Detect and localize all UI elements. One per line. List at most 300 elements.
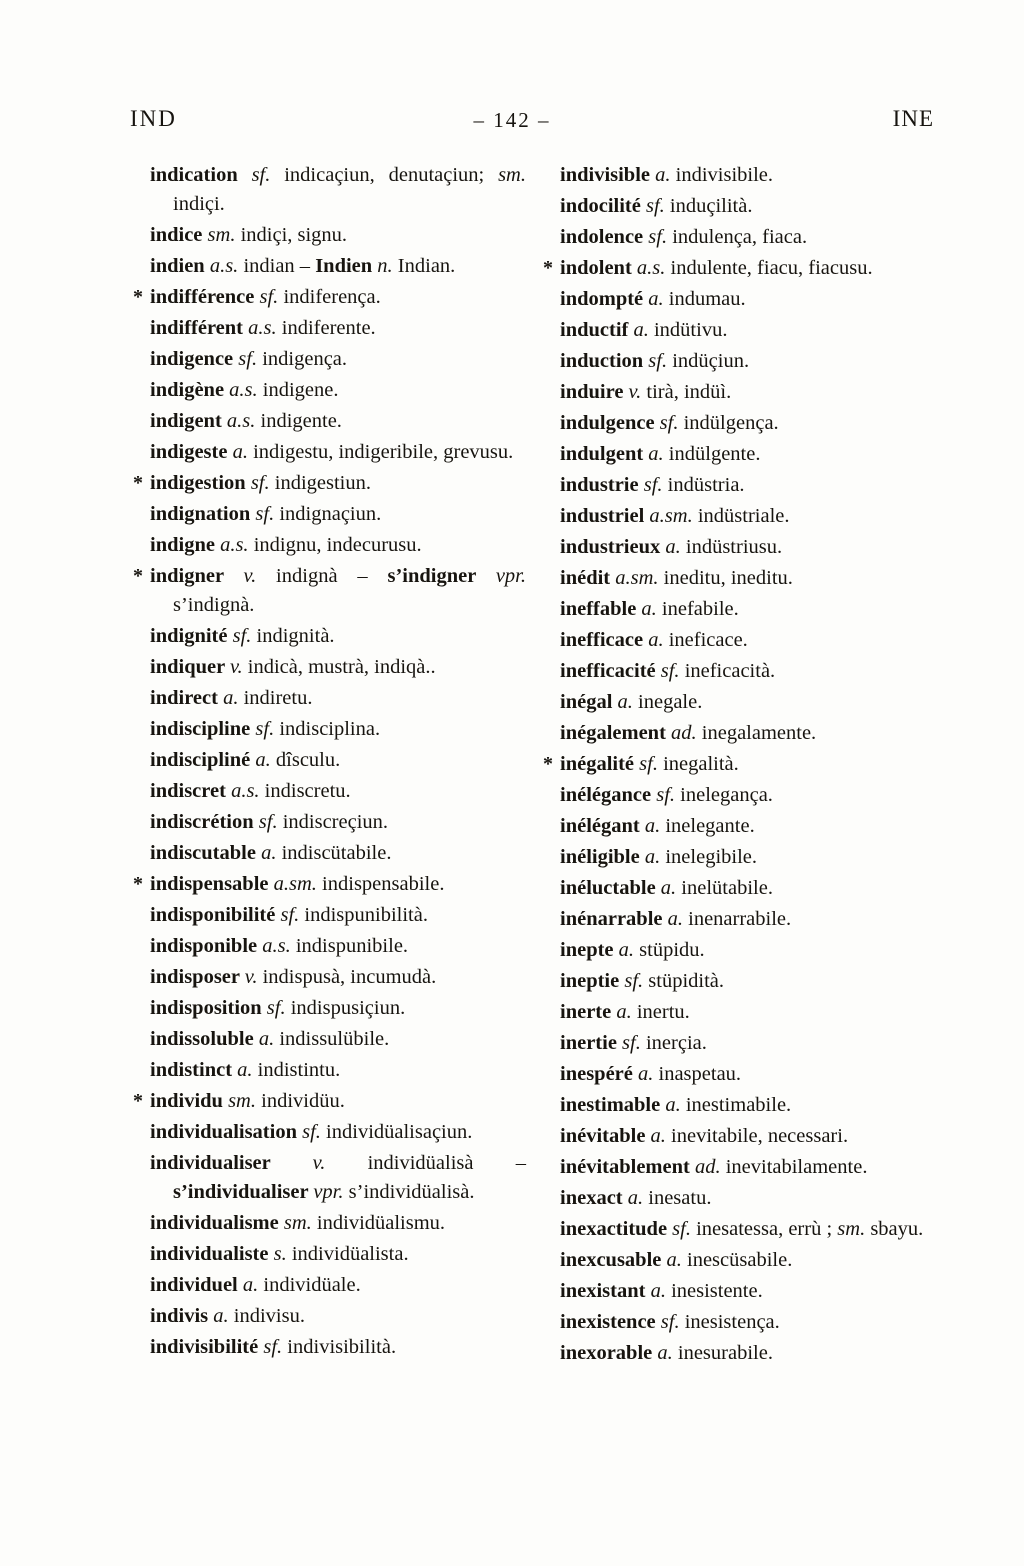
pos-label: a.s. [231,780,260,802]
translation-text: stüpidità. [643,970,725,992]
asterisk-marker: * [133,565,143,587]
headword: indiscret [150,780,232,802]
dictionary-entry [150,314,526,343]
pos-label: vpr. [495,565,526,587]
headword: Indien [315,255,378,277]
pos-label: n. [377,255,393,277]
dictionary-entry [560,1184,958,1213]
pos-label: v. [244,966,258,988]
dictionary-entry [543,254,958,283]
translation-text: inesistença. [679,1311,780,1333]
translation-text: individüale. [258,1274,361,1296]
pos-label: v. [243,565,257,587]
headword: indissoluble [150,1028,259,1050]
translation-text: inevitabilamente. [720,1156,868,1178]
pos-label: a. [213,1305,229,1327]
dictionary-entry [150,994,526,1023]
pos-label: sf. [624,970,644,992]
section-label-right: INE [892,106,934,131]
dictionary-entry [150,500,526,529]
translation-text: indivisibilità. [282,1336,397,1358]
dictionary-entry [560,502,958,531]
translation-text: indicà, mustrà, indiqà.. [242,656,436,678]
headword: ineptie [560,970,625,992]
translation-text: tirà, indüì. [641,381,732,403]
headword: indigner [150,565,244,587]
headword: indulgence [560,412,660,434]
pos-label: a. [644,815,661,837]
translation-text: inescüsabile. [681,1249,793,1271]
translation-text: inelegança. [675,784,773,806]
pos-label: a. [660,877,677,899]
headword: ineffable [560,598,642,620]
headword: indompté [560,288,649,310]
headword: indocilité [560,195,646,217]
headword: indigne [150,534,221,556]
pos-label: sf. [302,1121,321,1143]
translation-text: indiscretu. [259,780,351,802]
asterisk-marker: * [543,257,553,279]
pos-label: a.s. [220,534,249,556]
pos-label: sf. [238,348,258,370]
dictionary-entry [150,1056,526,1085]
dictionary-entry [560,1308,958,1337]
headword: individualisation [150,1121,303,1143]
dictionary-entry [560,1339,958,1368]
translation-text: induçilità. [664,195,753,217]
translation-text: indignà – [256,565,388,587]
headword: inéligible [560,846,645,868]
dictionary-entry [150,1333,526,1362]
translation-text: indiferença. [278,286,381,308]
pos-label: sm. [283,1212,312,1234]
headword: inexactitude [560,1218,673,1240]
pos-label: vpr. [313,1181,344,1203]
translation-text: s’individüalisà. [343,1181,475,1203]
pos-label: a. [650,1125,666,1147]
translation-text: inenarrabile. [683,908,792,930]
headword: inénarrable [560,908,668,930]
headword: inespéré [560,1063,638,1085]
dictionary-entry [150,376,526,405]
pos-label: s. [273,1243,287,1265]
pos-label: a.s. [229,379,258,401]
pos-label: v. [628,381,642,403]
dictionary-entry [560,1091,958,1120]
headword: inefficacité [560,660,661,682]
translation-text: inegale. [632,691,703,713]
headword: indignité [150,625,233,647]
pos-label: sm. [207,224,236,246]
headword: industrieux [560,536,666,558]
translation-text: inefabile. [656,598,739,620]
headword: inexorable [560,1342,658,1364]
headword: individuel [150,1274,243,1296]
translation-text: indiretu. [238,687,313,709]
translation-text: individüalisà – [325,1152,526,1174]
translation-text: inelütabile. [676,877,773,899]
dictionary-entry [560,564,958,593]
dictionary-entry [560,1122,958,1151]
dictionary-entry [150,161,526,219]
headword: indiscutable [150,842,262,864]
headword: indiquer [150,656,230,678]
dictionary-entry [560,967,958,996]
translation-text: indiçi, signu. [235,224,348,246]
translation-text: indüstria. [662,474,745,496]
pos-label: a. [655,164,671,186]
dictionary-entry [150,221,526,250]
headword: indien [150,255,210,277]
dictionary-entry [560,192,958,221]
asterisk-marker: * [133,1090,143,1112]
pos-label: sm. [228,1090,256,1112]
translation-text: indignu, indecurusu. [248,534,422,556]
translation-text: indülgente. [663,443,761,465]
translation-text: indüçiun. [667,350,750,372]
dictionary-entry [560,874,958,903]
pos-label: sf. [232,625,252,647]
headword: inepte [560,939,619,961]
headword: inexact [560,1187,628,1209]
pos-label: a. [223,687,239,709]
headword: inélégance [560,784,657,806]
translation-text: inelegibile. [660,846,758,868]
pos-label: a.s. [248,317,277,339]
dictionary-entry [560,409,958,438]
dictionary-entry [560,688,958,717]
dictionary-entry [560,1215,958,1244]
pos-label: v. [312,1152,326,1174]
dictionary-entry [133,562,526,620]
headword: indivisible [560,164,656,186]
translation-text: individüalisaçiun. [320,1121,473,1143]
headword: indolence [560,226,649,248]
pos-label: a. [648,288,664,310]
dictionary-entry [150,1118,526,1147]
pos-label: sf. [255,503,275,525]
pos-label: a. [616,1001,632,1023]
pos-label: sm. [498,164,526,186]
headword: inductif [560,319,634,341]
headword: indication [150,164,252,186]
dictionary-entry [560,223,958,252]
pos-label: a.sm. [615,567,659,589]
dictionary-entry [133,469,526,498]
headword: indispensable [150,873,274,895]
translation-text: indigestu, indigeribile, grevusu. [247,441,514,463]
translation-text: indülgença. [678,412,779,434]
headword: induction [560,350,649,372]
headword: induire [560,381,629,403]
translation-text: inesatessa, errù ; [690,1218,838,1240]
headword: indigeste [150,441,233,463]
pos-label: a. [638,1063,654,1085]
pos-label: a. [648,443,664,465]
pos-label: sf. [250,472,270,494]
pos-label: sf. [266,997,286,1019]
dictionary-entry [560,316,958,345]
pos-label: a.sm. [649,505,693,527]
dictionary-entry [560,812,958,841]
asterisk-marker: * [133,873,143,895]
dictionary-entry [560,719,958,748]
translation-text: indiscreçiun. [277,811,389,833]
translation-text: stüpidu. [634,939,705,961]
dictionary-column-right [543,161,958,1370]
headword: individu [150,1090,229,1112]
dictionary-entry [560,905,958,934]
pos-label: a.s. [209,255,239,277]
headword: indiscrétion [150,811,259,833]
pos-label: sf. [648,226,668,248]
translation-text: inesatu. [643,1187,712,1209]
pos-label: ad. [671,722,697,744]
headword: inévitablement [560,1156,695,1178]
dictionary-entry [150,531,526,560]
headword: indisponibilité [150,904,281,926]
dictionary-entry [560,440,958,469]
dictionary-entry [150,1302,526,1331]
translation-text: indian – [238,255,316,277]
pos-label: a. [255,749,271,771]
dictionary-entry [560,1060,958,1089]
headword: individualisme [150,1212,284,1234]
translation-text: indigene. [257,379,339,401]
translation-text: indumau. [663,288,746,310]
headword: indigène [150,379,230,401]
dictionary-entry [150,622,526,651]
translation-text: indiscütabile. [276,842,392,864]
pos-label: sf. [622,1032,641,1054]
pos-label: a. [261,842,277,864]
pos-label: sf. [660,660,680,682]
translation-text: inegalità. [657,753,739,775]
dictionary-entry [133,870,526,899]
dictionary-entry [150,1271,526,1300]
translation-text: indignaçiun. [274,503,382,525]
dictionary-entry [560,1153,958,1182]
dictionary-entry [560,781,958,810]
dictionary-entry [560,626,958,655]
headword: indignation [150,503,256,525]
dictionary-entry [150,777,526,806]
pos-label: a. [666,1249,682,1271]
pos-label: a. [667,908,683,930]
translation-text: inegalamente. [696,722,817,744]
dictionary-entry [560,161,958,190]
pos-label: sf. [251,164,271,186]
dictionary-entry [150,407,526,436]
dictionary-column-left [133,161,526,1364]
headword: s’individualiser [173,1181,314,1203]
dictionary-entry [150,653,526,682]
pos-label: a.s. [636,257,666,279]
pos-label: sf. [648,350,668,372]
translation-text: individüalismu. [311,1212,446,1234]
pos-label: sf. [258,811,278,833]
running-head [0,106,1024,140]
translation-text: inesistente. [665,1280,763,1302]
dictionary-entry [150,1149,526,1207]
translation-text: dîsculu. [270,749,341,771]
headword: inégal [560,691,618,713]
headword: inégalité [560,753,640,775]
pos-label: sf. [259,286,279,308]
dictionary-entry [560,936,958,965]
headword: indisposer [150,966,245,988]
pos-label: sf. [659,412,679,434]
dictionary-entry [150,345,526,374]
dictionary-entry [150,932,526,961]
pos-label: sf. [656,784,676,806]
pos-label: a. [665,536,681,558]
dictionary-entry [560,595,958,624]
headword: indice [150,224,208,246]
dictionary-entry [150,808,526,837]
dictionary-entry [150,715,526,744]
dictionary-entry [150,901,526,930]
headword: inerte [560,1001,617,1023]
headword: inéluctable [560,877,661,899]
asterisk-marker: * [543,753,553,775]
pos-label: a. [618,939,635,961]
pos-label: a. [237,1059,253,1081]
translation-text: indicaçiun, denutaçiun; [270,164,499,186]
headword: industriel [560,505,650,527]
pos-label: a. [641,598,657,620]
pos-label: sm. [837,1218,866,1240]
headword: indiscipliné [150,749,256,771]
translation-text: individüalista. [286,1243,409,1265]
headword: indiscipline [150,718,256,740]
dictionary-entry [133,283,526,312]
pos-label: a. [657,1342,673,1364]
dictionary-entry [150,438,526,467]
translation-text: indigença. [257,348,348,370]
translation-text: indispunibilità. [299,904,428,926]
translation-text: ineditu, ineditu. [658,567,793,589]
headword: inévitable [560,1125,651,1147]
translation-text: ineficacità. [679,660,776,682]
headword: industrie [560,474,644,496]
pos-label: a. [232,441,248,463]
headword: inexistence [560,1311,661,1333]
translation-text: indistintu. [252,1059,341,1081]
translation-text: indiferente. [276,317,376,339]
pos-label: a. [617,691,633,713]
pos-label: sf. [672,1218,691,1240]
translation-text: indignità. [251,625,335,647]
translation-text: indütivu. [648,319,728,341]
dictionary-entry [150,684,526,713]
dictionary-entry [560,533,958,562]
translation-text: indiçi. [173,193,225,215]
dictionary-entry [543,750,958,779]
translation-text: inaspetau. [653,1063,742,1085]
headword: indulgent [560,443,649,465]
dictionary-entry [560,1029,958,1058]
headword: inégalement [560,722,672,744]
headword: inertie [560,1032,623,1054]
asterisk-marker: * [133,286,143,308]
headword: inefficace [560,629,649,651]
headword: indigestion [150,472,251,494]
dictionary-entry [560,657,958,686]
translation-text: inelegante. [660,815,755,837]
dictionary-entry [133,1087,526,1116]
asterisk-marker: * [133,472,143,494]
translation-text: indisciplina. [274,718,381,740]
dictionary-entry [150,1025,526,1054]
pos-label: a. [648,629,664,651]
headword: inestimable [560,1094,666,1116]
headword: indolent [560,257,637,279]
translation-text: sbayu. [865,1218,924,1240]
translation-text: indissulübile. [274,1028,390,1050]
translation-text: indulença, fiaca. [667,226,808,248]
headword: indirect [150,687,224,709]
dictionary-entry [150,252,526,281]
headword: inexistant [560,1280,651,1302]
headword: individualiser [150,1152,313,1174]
translation-text: indispensabile. [316,873,445,895]
dictionary-entry [560,998,958,1027]
pos-label: ad. [694,1156,721,1178]
pos-label: sf. [280,904,300,926]
translation-text: ineficace. [663,629,748,651]
translation-text: indüstriale. [692,505,790,527]
pos-label: a. [665,1094,681,1116]
translation-text: indispunibile. [290,935,409,957]
pos-label: a. [644,846,661,868]
headword: indifférent [150,317,249,339]
headword: individualiste [150,1243,274,1265]
pos-label: sf. [645,195,665,217]
headword: s’indigner [387,565,496,587]
pos-label: sf. [263,1336,283,1358]
headword: inexcusable [560,1249,667,1271]
translation-text: indigestiun. [269,472,371,494]
translation-text: indivisu. [228,1305,305,1327]
dictionary-entry [150,1240,526,1269]
pos-label: a. [258,1028,275,1050]
headword: indifférence [150,286,260,308]
pos-label: a.sm. [273,873,317,895]
headword: inédit [560,567,616,589]
headword: indigent [150,410,227,432]
pos-label: a. [650,1280,666,1302]
translation-text: indüstriusu. [680,536,783,558]
dictionary-entry [560,285,958,314]
translation-text: inevitabile, necessari. [665,1125,849,1147]
translation-text: inestimabile. [680,1094,792,1116]
headword: indisponible [150,935,263,957]
translation-text: indigente. [255,410,342,432]
pos-label: a.s. [226,410,256,432]
translation-text: indispusiçiun. [285,997,406,1019]
dictionary-entry [560,378,958,407]
dictionary-entry [560,347,958,376]
translation-text: s’indignà. [173,594,255,616]
headword: indisposition [150,997,267,1019]
headword: indivisibilité [150,1336,264,1358]
headword: inélégant [560,815,645,837]
page-number: – 142 – [473,108,551,132]
dictionary-entry [560,1246,958,1275]
section-label-left: IND [130,106,177,131]
translation-text: indulente, fiacu, fiacusu. [665,257,873,279]
